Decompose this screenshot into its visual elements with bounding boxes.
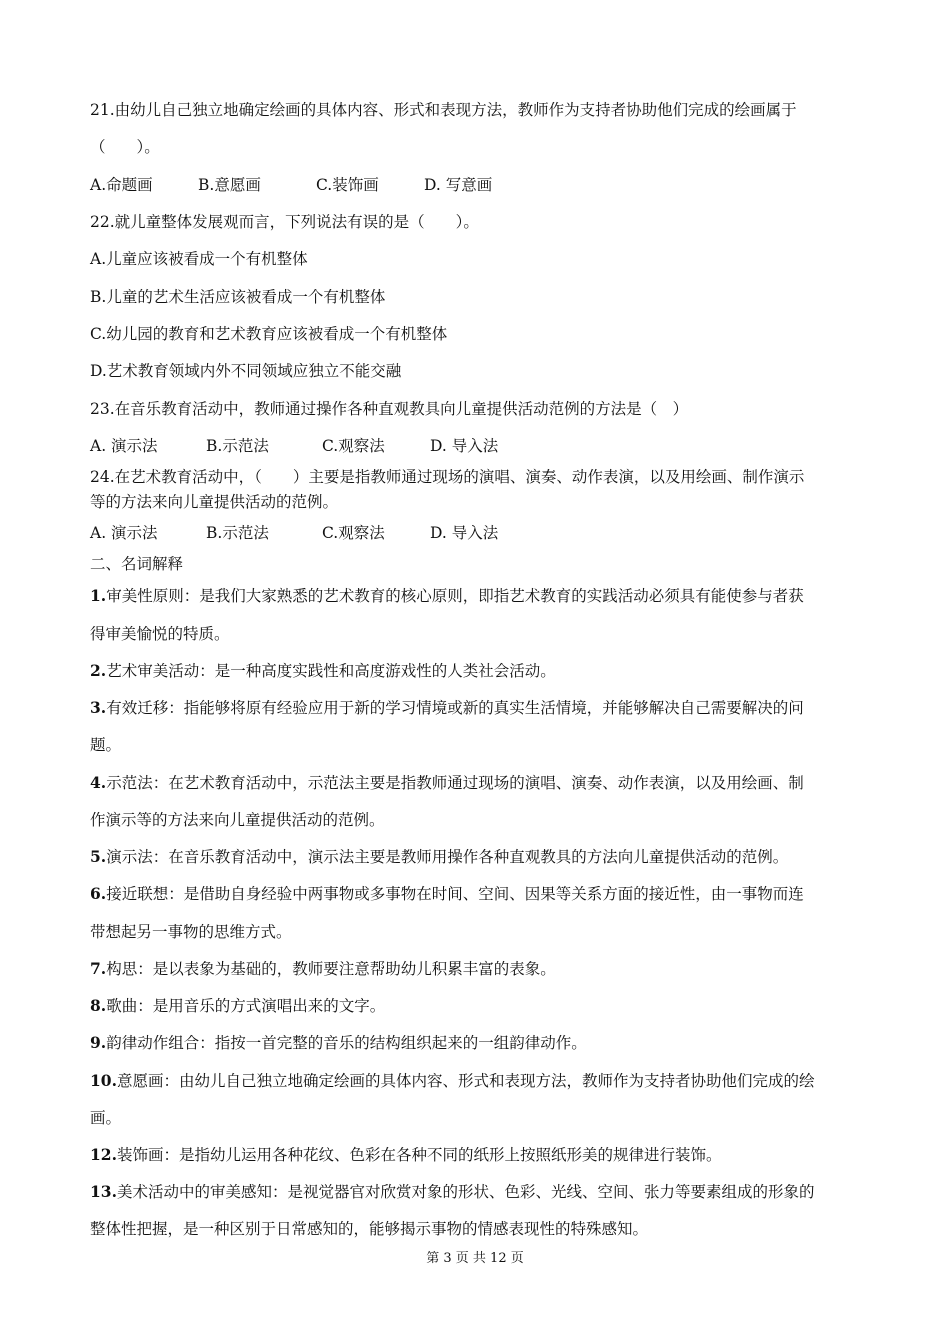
q22-option-c: C.幼儿园的教育和艺术教育应该被看成一个有机整体 — [90, 325, 448, 343]
q21-options — [90, 175, 492, 195]
term-number: 7. — [90, 959, 107, 978]
term-number: 1. — [90, 586, 107, 605]
term-number: 6. — [90, 884, 107, 903]
term-text: 艺术审美活动：是一种高度实践性和高度游戏性的人类社会活动。 — [106, 662, 556, 680]
term-text: 示范法：在艺术教育活动中，示范法主要是指教师通过现场的演唱、演奏、动作表演，以及用绘画、制 — [106, 774, 804, 792]
q21-option-b: B.意愿画 — [198, 176, 261, 194]
term-text: 审美性原则：是我们大家熟悉的艺术教育的核心原则，即指艺术教育的实践活动必须具有能使参与者获 — [106, 587, 804, 605]
q21-option-d: D. 写意画 — [424, 176, 493, 194]
term-10-line2: 画。 — [90, 1109, 122, 1127]
term-text: 演示法：在音乐教育活动中，演示法主要是教师用操作各种直观教具的方法向儿童提供活动的范例。 — [106, 848, 789, 866]
term-text: 意愿画：由幼儿自己独立地确定绘画的具体内容、形式和表现方法，教师作为支持者协助他们完成的绘 — [116, 1072, 815, 1090]
term-12-line1 — [90, 1145, 721, 1165]
term-number: 2. — [90, 661, 107, 680]
term-1-line2: 得审美愉悦的特质。 — [90, 625, 230, 643]
q21-option-c: C.装饰画 — [316, 176, 379, 194]
section-title: 二、名词解释 — [90, 555, 184, 573]
term-text: 接近联想：是借助自身经验中两事物或多事物在时间、空间、因果等关系方面的接近性，由一事物而连 — [106, 885, 804, 903]
term-number: 4. — [90, 773, 107, 792]
term-3-line2: 题。 — [90, 736, 122, 754]
term-8-line1 — [90, 996, 385, 1016]
term-text: 装饰画：是指幼儿运用各种花纹、色彩在各种不同的纸形上按照纸形美的规律进行装饰。 — [116, 1146, 722, 1164]
q22-option-b: B.儿童的艺术生活应该被看成一个有机整体 — [90, 288, 386, 306]
term-2-line1 — [90, 661, 556, 681]
q21-option-a: A.命题画 — [90, 176, 153, 194]
q23-option-d: D. 导入法 — [430, 437, 499, 455]
term-number: 12. — [90, 1145, 117, 1164]
term-number: 8. — [90, 996, 107, 1015]
term-text: 韵律动作组合：指按一首完整的音乐的结构组织起来的一组韵律动作。 — [106, 1034, 587, 1052]
term-number: 10. — [90, 1071, 117, 1090]
q24-options — [90, 523, 498, 543]
term-4-line1 — [90, 773, 804, 793]
term-3-line1 — [90, 698, 804, 718]
q22-option-a: A.儿童应该被看成一个有机整体 — [90, 250, 308, 268]
term-number: 3. — [90, 698, 107, 717]
term-text: 歌曲：是用音乐的方式演唱出来的文字。 — [106, 997, 386, 1015]
term-13-line2: 整体性把握，是一种区别于日常感知的，能够揭示事物的情感表现性的特殊感知。 — [90, 1220, 649, 1238]
q23-stem: 23.在音乐教育活动中，教师通过操作各种直观教具向儿童提供活动范例的方法是（ ） — [90, 400, 689, 418]
page-footer: 第 3 页 共 12 页 — [426, 1251, 524, 1266]
q21-stem-line2: （ ）。 — [90, 138, 160, 156]
term-text: 有效迁移：指能够将原有经验应用于新的学习情境或新的真实生活情境，并能够解决自己需要解决的问 — [106, 699, 804, 717]
term-5-line1 — [90, 847, 788, 867]
q24-stem-line2: 等的方法来向儿童提供活动的范例。 — [90, 493, 339, 511]
term-1-line1 — [90, 586, 804, 606]
term-6-line2: 带想起另一事物的思维方式。 — [90, 923, 292, 941]
term-4-line2: 作演示等的方法来向儿童提供活动的范例。 — [90, 811, 385, 829]
term-number: 5. — [90, 847, 107, 866]
term-10-line1 — [90, 1071, 814, 1091]
q23-option-a: A. 演示法 — [90, 437, 158, 455]
q24-option-d: D. 导入法 — [430, 524, 499, 542]
q24-option-b: B.示范法 — [206, 524, 269, 542]
q22-stem: 22.就儿童整体发展观而言，下列说法有误的是（ ）。 — [90, 213, 479, 231]
term-text: 美术活动中的审美感知：是视觉器官对欣赏对象的形状、色彩、光线、空间、张力等要素组成的形象的 — [116, 1183, 815, 1201]
q24-option-a: A. 演示法 — [90, 524, 158, 542]
term-text: 构思：是以表象为基础的，教师要注意帮助幼儿积累丰富的表象。 — [106, 960, 556, 978]
q24-option-c: C.观察法 — [322, 524, 385, 542]
q23-option-c: C.观察法 — [322, 437, 385, 455]
q24-stem-line1: 24.在艺术教育活动中，（ ）主要是指教师通过现场的演唱、演奏、动作表演，以及用绘画、制作演示 — [90, 468, 805, 486]
q22-option-d: D.艺术教育领域内外不同领域应独立不能交融 — [90, 362, 402, 380]
q21-stem-line1: 21.由幼儿自己独立地确定绘画的具体内容、形式和表现方法，教师作为支持者协助他们完成的绘画属于 — [90, 101, 797, 119]
q23-options — [90, 436, 498, 456]
term-7-line1 — [90, 959, 556, 979]
term-6-line1 — [90, 884, 804, 904]
term-number: 13. — [90, 1182, 117, 1201]
term-13-line1 — [90, 1182, 814, 1202]
q23-option-b: B.示范法 — [206, 437, 269, 455]
term-number: 9. — [90, 1033, 107, 1052]
term-9-line1 — [90, 1033, 587, 1053]
